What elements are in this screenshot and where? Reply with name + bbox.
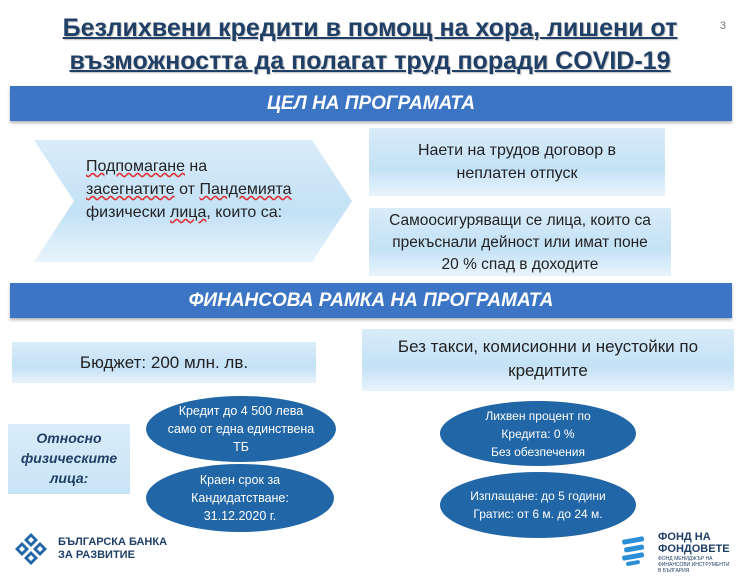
individuals-line-3: лица: <box>49 470 89 486</box>
self-insured-box <box>369 208 671 276</box>
fund-of-funds-logo-icon <box>620 536 648 566</box>
self-insured-line-3: 20 % спад в доходите <box>441 256 599 273</box>
employed-line-2: неплатен отпуск <box>456 165 578 182</box>
repayment-oval <box>440 472 636 538</box>
interest-line-3: Без обезпечения <box>491 444 585 459</box>
arrow-word-1: Подпомагане <box>86 158 185 175</box>
title-line-2: възможността да полагат труд поради COVID-19 <box>69 47 671 75</box>
page-number: 3 <box>719 20 726 32</box>
interest-rate-oval <box>440 401 636 466</box>
arrow-word-4: от <box>174 181 200 198</box>
employed-box <box>369 128 665 196</box>
arrow-word-6: физически <box>86 204 170 221</box>
individuals-label <box>8 424 130 494</box>
credit-line-3: ТБ <box>233 440 249 454</box>
deadline-line-2: Кандидатстване: <box>191 491 289 505</box>
interest-line-1: Лихвен процент по <box>485 408 591 423</box>
goal-arrow-text <box>86 155 296 224</box>
credit-limit-oval <box>146 396 336 462</box>
credit-line-1: Кредит до 4 500 лева <box>178 404 304 418</box>
employed-line-1: Наети на трудов договор в <box>417 142 617 159</box>
repayment-line-1: Изплащане: до 5 години <box>470 489 606 503</box>
individuals-line-2: физическите <box>20 450 118 466</box>
framework-banner: ФИНАНСОВА РАМКА НА ПРОГРАМАТА <box>10 283 732 318</box>
arrow-word-5: Пандемията <box>199 181 292 198</box>
goal-arrow-shape <box>34 140 352 262</box>
arrow-word-7: лица <box>170 204 207 221</box>
arrow-word-2: на <box>184 158 208 175</box>
arrow-word-8: , които са: <box>206 204 283 221</box>
fof-logo-line-1: ФОНД НА <box>658 531 711 543</box>
budget-box: Бюджет: 200 млн. лв. <box>12 342 316 383</box>
bbr-logo-icon <box>14 532 48 566</box>
self-insured-line-2: прекъснали дейност или имат поне <box>392 234 648 251</box>
fof-sub-line-1: ФОНД МЕНИДЖЪР НА <box>658 556 713 562</box>
fof-sub-line-2: ФИНАНСОВИ ИНСТРУМЕНТИ <box>658 562 730 568</box>
slide-title <box>30 12 710 78</box>
no-fees-line-1: Без такси, комисионни и неустойки по <box>397 337 699 356</box>
self-insured-line-1: Самоосигуряващи се лица, които са <box>389 212 651 229</box>
bbr-logo-line-1: БЪЛГАРСКА БАНКА <box>58 536 168 548</box>
bbr-logo-text <box>58 536 167 562</box>
individuals-line-1: Относно <box>36 430 102 446</box>
deadline-line-3: 31.12.2020 г. <box>203 509 277 523</box>
deadline-line-1: Краен срок за <box>199 473 281 487</box>
interest-line-2: Кредита: 0 % <box>501 426 575 441</box>
fund-of-funds-logo-title <box>658 531 730 555</box>
bbr-logo-line-2: ЗА РАЗВИТИЕ <box>58 549 135 561</box>
no-fees-line-2: кредитите <box>508 361 588 380</box>
title-line-1: Безлихвени кредити в помощ на хора, лишени от <box>62 14 678 42</box>
arrow-word-3: засегнатите <box>86 181 175 198</box>
credit-line-2: само от една единствена <box>167 422 315 436</box>
repayment-line-2: Гратис: от 6 м. до 24 м. <box>473 507 603 521</box>
fof-logo-line-2: ФОНДОВЕТЕ <box>658 543 730 555</box>
fund-of-funds-logo-subtitle <box>658 556 738 574</box>
fof-sub-line-3: В БЪЛГАРИЯ <box>658 568 690 574</box>
deadline-oval <box>146 464 334 532</box>
no-fees-box <box>362 329 734 391</box>
goal-banner: ЦЕЛ НА ПРОГРАМАТА <box>10 86 732 121</box>
